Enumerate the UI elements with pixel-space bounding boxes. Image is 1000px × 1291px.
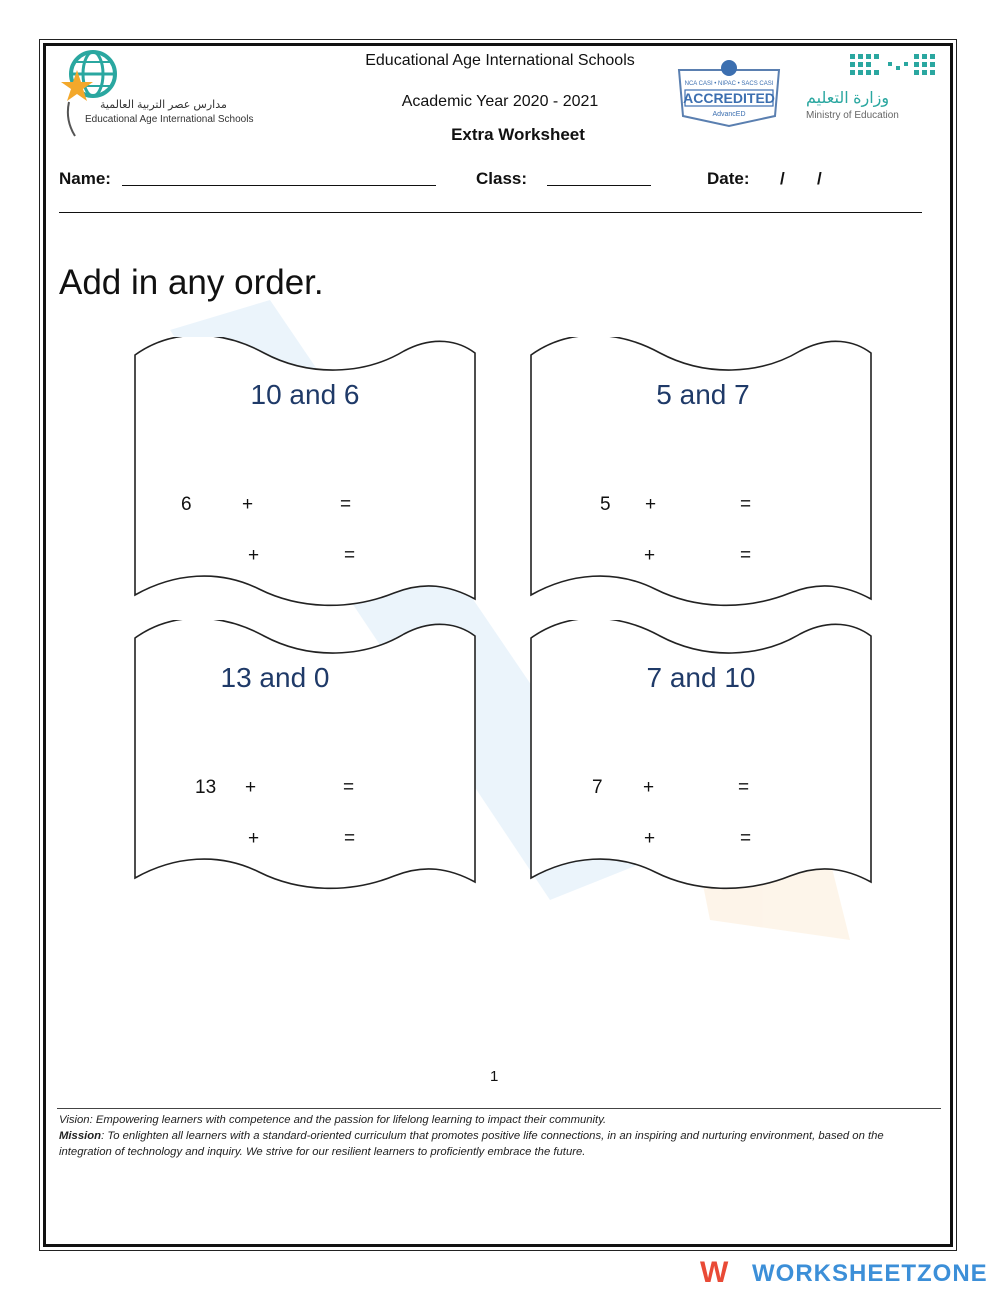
equation-row-1 [134,777,476,807]
moe-english-text: Ministry of Education [806,110,899,121]
accredited-badge [671,58,787,128]
equation-row-2 [134,828,476,858]
logo-arabic-text: مدارس عصر التربية العالمية [100,99,227,111]
name-label: Name: [59,169,111,188]
worksheet-type: Extra Worksheet [451,125,585,144]
date-label: Date: [707,169,750,188]
class-label: Class: [476,169,528,188]
footer-divider [57,1108,941,1109]
start-number: 6 [181,494,192,515]
plus-sign: + [242,494,254,515]
plus-sign: + [645,494,657,515]
start-number: 5 [600,494,611,515]
vision-text: : Empowering learners with competence and the passion for lifelong learning to impact their community. [89,1114,607,1126]
problem-card-2 [530,337,872,615]
card-title: 7 and 10 [646,662,756,693]
worksheetzone-name: WORKSHEETZONE [752,1260,988,1287]
equation-row-2 [530,828,872,858]
equation-row-1 [134,494,476,524]
start-number: 7 [592,777,603,798]
equals-sign: = [343,777,355,798]
equals-sign: = [740,828,752,849]
accredited-sub: AdvancED [712,111,746,118]
vision-label: Vision [59,1114,90,1126]
date-slash-2: / [817,169,822,188]
plus-sign: + [643,777,655,798]
worksheetzone-brand[interactable] [700,1256,1000,1291]
page-number: 1 [490,1068,499,1085]
start-number: 13 [195,777,217,798]
equation-row-1 [530,777,872,807]
equals-sign: = [340,494,352,515]
plus-sign: + [248,828,260,849]
plus-sign: + [644,545,656,566]
problem-card-1 [134,337,476,615]
plus-sign: + [644,828,656,849]
moe-logo-dots [848,52,942,82]
equals-sign: = [740,494,752,515]
logo-english-text: Educational Age International Schools [85,114,254,125]
header-divider [59,212,922,213]
worksheetzone-logo-icon: W [700,1256,729,1289]
card-title: 10 and 6 [250,379,360,410]
accredited-label: ACCREDITED [683,90,775,106]
plus-sign: + [248,545,260,566]
equals-sign: = [740,545,752,566]
plus-sign: + [245,777,257,798]
equals-sign: = [344,828,356,849]
school-name: Educational Age International Schools [365,52,635,69]
date-slash-1: / [780,169,785,188]
equation-row-2 [530,545,872,575]
card-title: 13 and 0 [220,662,330,693]
problem-card-3 [134,620,476,898]
school-logo [55,50,115,140]
mission-statement [59,1128,939,1160]
instruction-text: Add in any order. [59,263,324,302]
name-line[interactable] [122,185,436,186]
moe-arabic-text: وزارة التعليم [806,90,890,107]
equation-row-2 [134,545,476,575]
vision-statement [59,1112,939,1128]
problem-card-4 [530,620,872,898]
footer-text [59,1112,939,1160]
accredited-small-text: NCA CASI • NIPAC • SACS CASI [684,81,774,87]
equals-sign: = [344,545,356,566]
mission-text: : To enlighten all learners with a standard-oriented curriculum that promotes positive life connections, in an inspiring and nurturing environment, based on the integration of technology and inquiry. We strive for our resilient learners to proficiently embrace the future. [59,1130,884,1158]
card-title: 5 and 7 [656,379,750,410]
academic-year: Academic Year 2020 - 2021 [401,93,599,110]
class-line[interactable] [547,185,651,186]
mission-label: Mission [59,1130,102,1142]
equation-row-1 [530,494,872,524]
equals-sign: = [738,777,750,798]
